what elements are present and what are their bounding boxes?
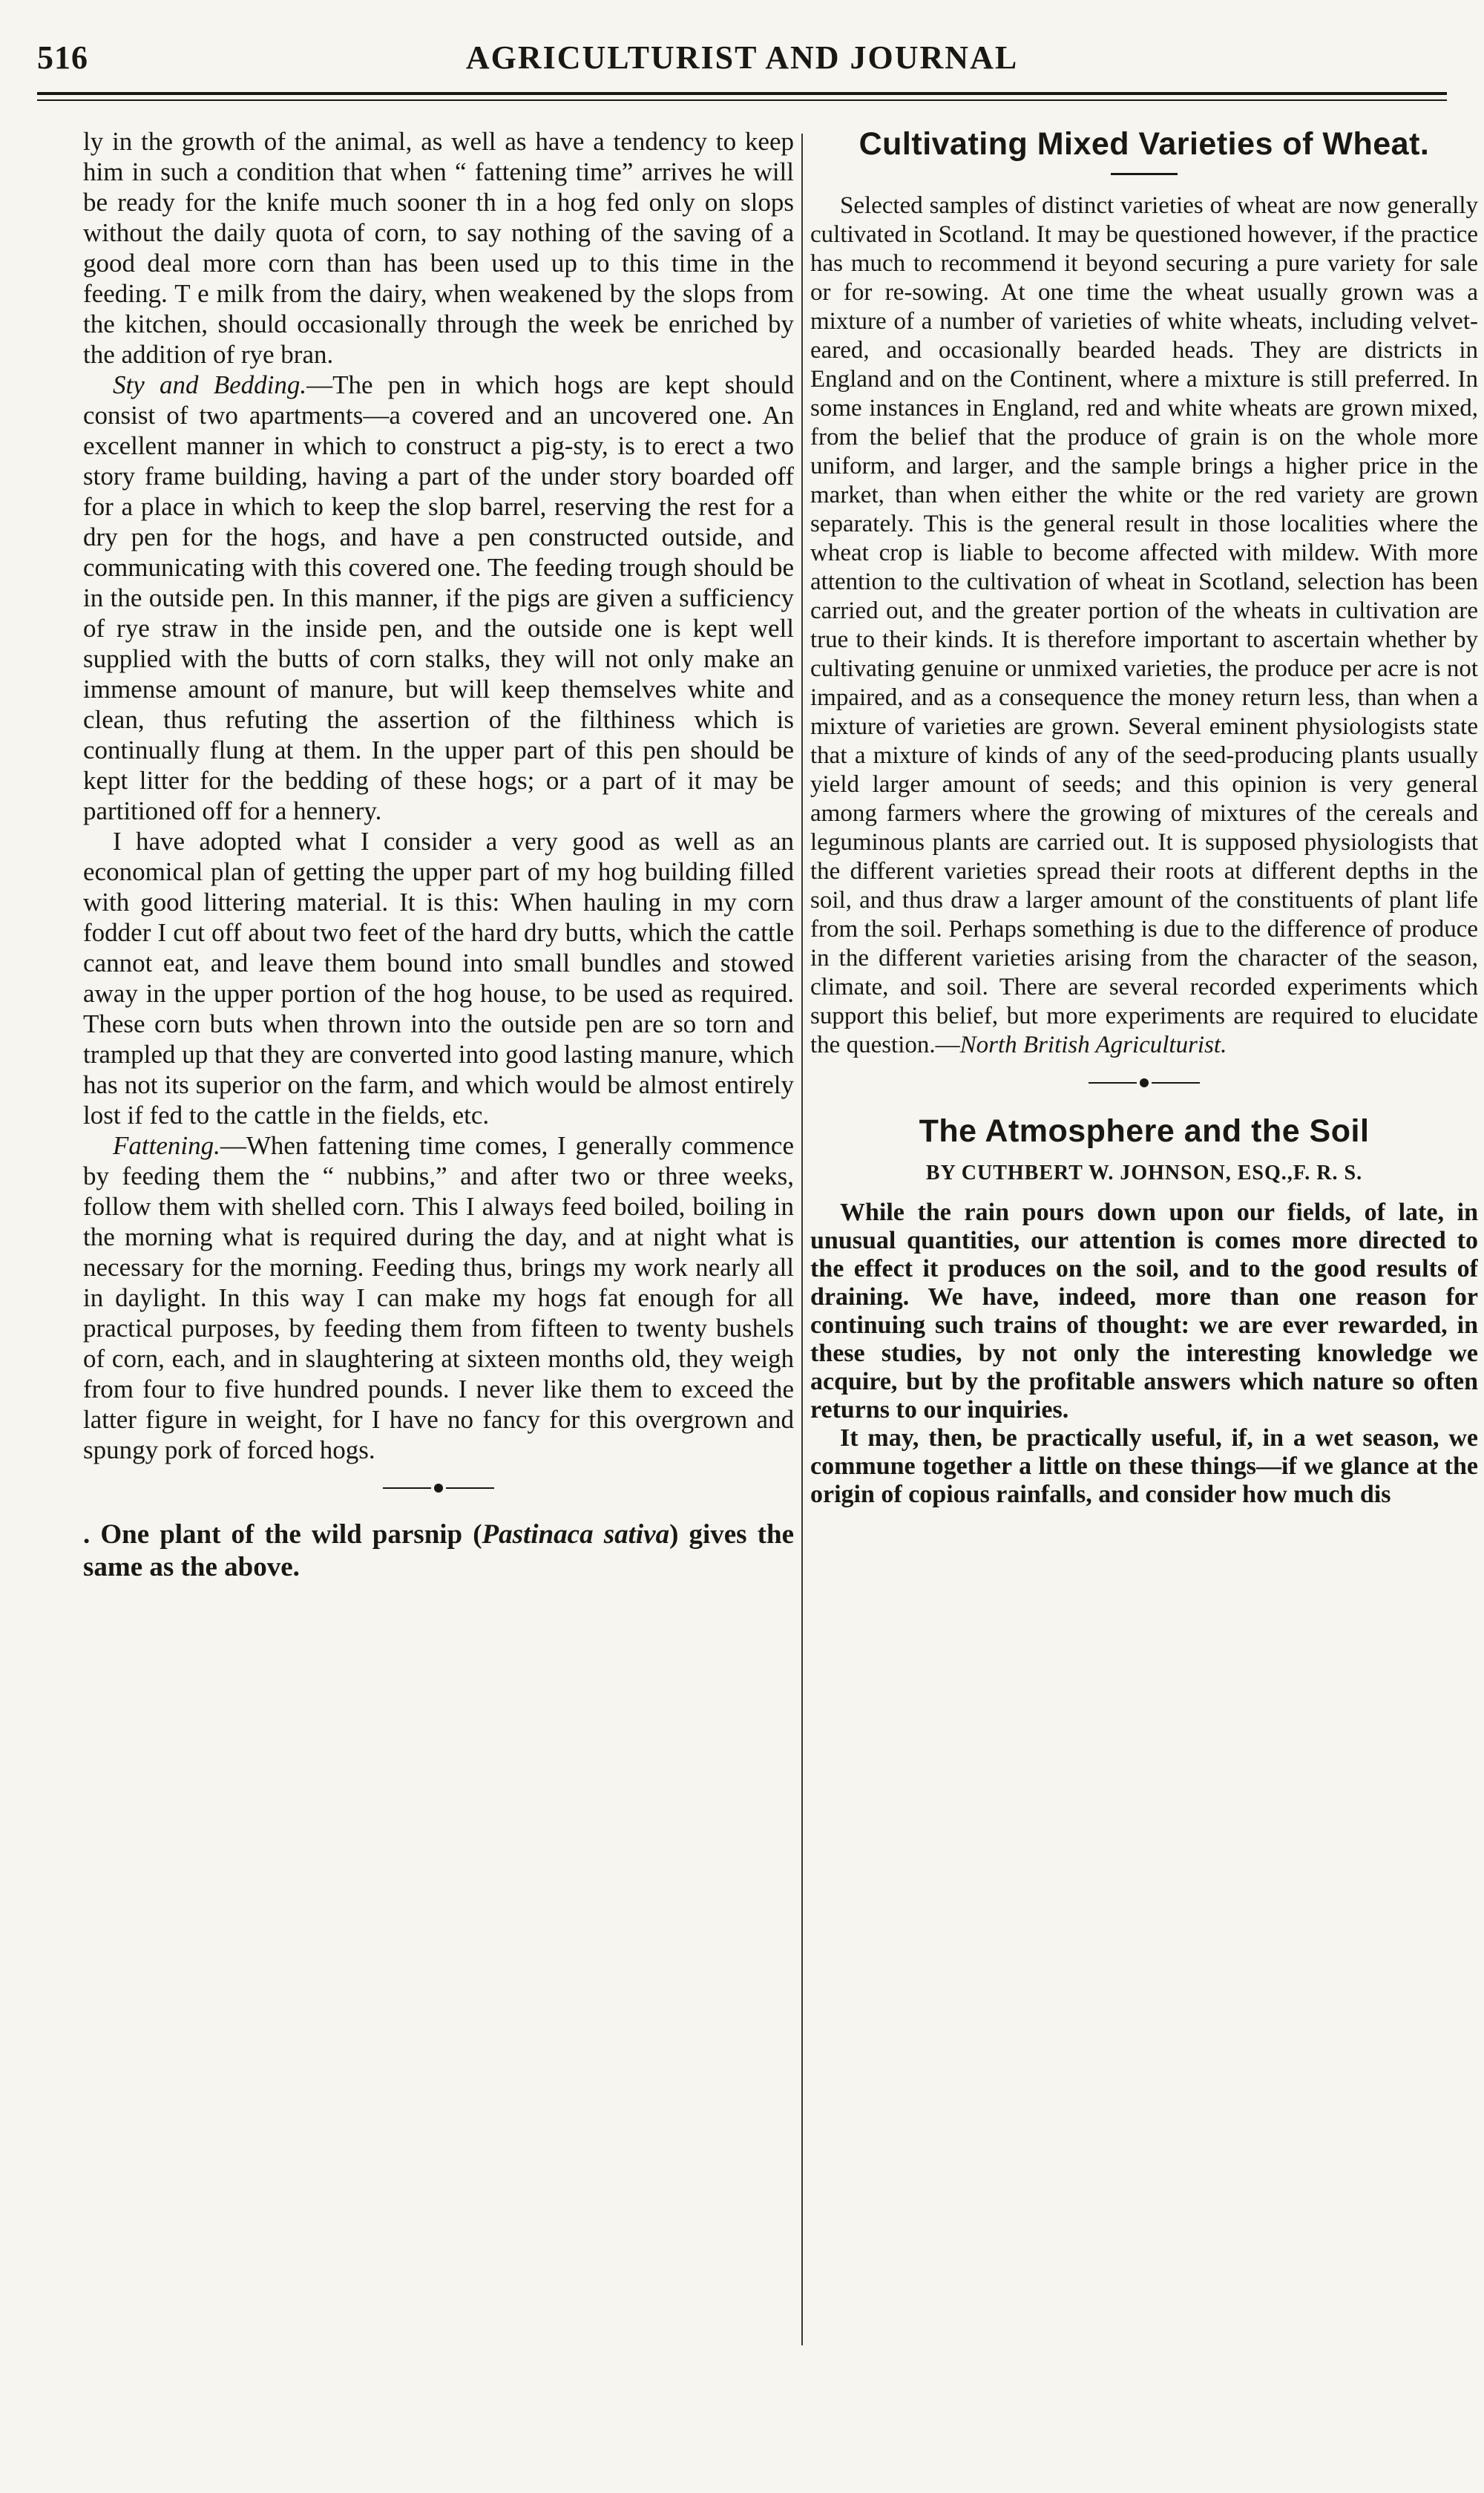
parsnip-note xyxy=(83,1519,794,1584)
column-divider xyxy=(801,134,803,2345)
article-body-wheat xyxy=(810,191,1478,1060)
article-byline: BY CUTHBERT W. JOHNSON, ESQ.,F. R. S. xyxy=(925,1162,1363,1185)
section-body-sty-and-bedding: —The pen in which hogs are kept should consist of two apartments—a covered and an uncovered one. An excellent manner in which to construct a pig-sty, is to erect a two story frame building, having a part of the under story boarded off for a place in which to keep the slop barrel, reserving the rest for a dry pen for the hogs, and have a pen constructed outside, and communicating with this covered one. The feeding trough should be in the outside pen. In this manner, if the pigs are given a sufficiency of rye straw in the inside pen, and the outside one is kept well supplied with the butts of corn stalks, they will not only make an immense amount of manure, but will keep themselves white and clean, thus refuting the assertion of the filthiness which is continually flung at them. In the upper part of this pen should be kept litter for the bedding of these hogs; or a part of it may be partitioned off for a hennery. xyxy=(83,370,794,825)
ornament-divider-right xyxy=(810,1072,1478,1101)
article-title-wheat: Cultivating Mixed Varieties of Wheat. xyxy=(858,126,1430,162)
atmosphere-paragraph-2: It may, then, be practically useful, if, in a wet season, we commune together a little on these things—if we glance at the origin of copious rainfalls, and consider how much dis xyxy=(810,1424,1478,1508)
running-title: AGRICULTURIST AND JOURNAL xyxy=(465,39,1019,76)
ornament-divider xyxy=(83,1477,794,1507)
page-header xyxy=(37,39,1447,91)
section-lead-sty-and-bedding: Sty and Bedding. xyxy=(113,370,307,399)
right-column xyxy=(810,126,1478,2486)
title-rule xyxy=(1111,173,1178,175)
article-body-atmosphere xyxy=(810,1199,1478,1509)
article-title-atmosphere: The Atmosphere and the Soil xyxy=(919,1113,1370,1149)
left-column xyxy=(83,126,794,2486)
header-rule-thick xyxy=(37,92,1447,95)
page-number: 516 xyxy=(37,39,88,76)
section-body-fattening: —When fattening time comes, I generally commence by feeding them the “ nubbins,” and after two or three weeks, follow them with shelled corn. This I always feed boiled, boiling in the morning what is required during the day, and at night what is necessary for the morning. Feeding thus, brings my work nearly all in daylight. In this way I can make my hogs fat enough for all practical purposes, by feeding them from fifteen to twenty bushels of corn, each, and in slaughtering at sixteen months old, they weigh from four to five hundred pounds. I never like them to exceed the latter figure in weight, for I have no fancy for this overgrown and spungy pork of forced hogs. xyxy=(83,1131,794,1464)
header-rule-thin xyxy=(37,99,1447,101)
ornament-icon xyxy=(379,1477,498,1499)
paragraph-littering-plan: I have adopted what I consider a very good as well as an economical plan of getting the upper part of my hog building filled with good littering material. It is this: When hauling in my corn fodder I cut off about two feet of the hard dry butts, which the cattle cannot eat, and leave them bound into small bundles and stowed away in the upper portion of the hog house, to be used as required. These corn buts when thrown into the outside pen are so torn and trampled up that they are converted into good lasting manure, which has not its superior on the farm, and which would be almost entirely lost if fed to the cattle in the fields, etc. xyxy=(83,827,794,1130)
paragraph-continuation: ly in the growth of the animal, as well as have a tendency to keep him in such a condition that when “ fattening time” arrives he will be ready for the knife much sooner th in a hog fed only on slops without the daily quota of corn, to say nothing of the saving of a good deal more corn than has been used up to this time in the feeding. T e milk from the dairy, when weakened by the slops from the kitchen, should occasionally through the week be enriched by the addition of rye bran. xyxy=(83,127,794,369)
section-lead-fattening: Fattening. xyxy=(113,1131,220,1160)
paragraph-sty-and-bedding xyxy=(83,370,794,826)
article-text-wheat: Selected samples of distinct varieties of wheat are now generally cultivated in Scotland. It may be questioned however, if the practice has much to recommend it beyond securing a pure variety for sale or for re-sowing. At one time the wheat usually grown was a mixture of a number of varieties of white wheats, including velvet-eared, and occasionally bearded heads. They are districts in England and on the Continent, where a mixture is still preferred. In some instances in England, red and white wheats are grown mixed, from the belief that the produce of grain is on the whole more uniform, and larger, and the sample brings a higher price in the market, than when either the white or the red variety are grown separately. This is the general result in those localities where the wheat crop is liable to become affected with mildew. With more attention to the cultivation of wheat in Scotland, selection has been carried out, and the greater portion of the wheats in cultivation are true to their kinds. It is therefore important to ascertain whether by cultivating genuine or unmixed varieties, the produce per acre is not impaired, and as a consequence the money return less, than when a mixture of varieties are grown. Several eminent physiologists state that a mixture of kinds of any of the seed-producing plants usually yield larger amount of seeds; and this opinion is very general among farmers where the growing of mixtures of the cereals and leguminous plants are carried out. It is supposed physiologists that the different varieties spread their roots at different depths in the soil, and thus draw a larger amount of the constituents of plant life from the soil. Perhaps something is due to the difference of produce in the different varieties arising from the character of the season, climate, and soil. There are several recorded experiments which support this belief, but more experiments are required to elucidate the question.— xyxy=(810,192,1478,1058)
parsnip-latin-name: Pastinaca sativa xyxy=(482,1519,670,1550)
atmosphere-paragraph-1: While the rain pours down upon our fields, of late, in unusual quantities, our attention is comes more directed to the effect it produces on the soil, and to the good results of draining. We have, indeed, more than one reason for continuing such trains of thought: we are ever rewarded, in these studies, by not only the interesting knowledge we acquire, but by the profitable answers which nature so often returns to our inquiries. xyxy=(810,1199,1478,1424)
paragraph-fattening xyxy=(83,1130,794,1465)
article-source: North British Agriculturist. xyxy=(959,1032,1227,1058)
ornament-icon xyxy=(1085,1072,1204,1094)
parsnip-note-start: . One plant of the wild parsnip ( xyxy=(83,1519,482,1550)
parsnip-note-end: ) gives the same as the above. xyxy=(83,1519,794,1582)
